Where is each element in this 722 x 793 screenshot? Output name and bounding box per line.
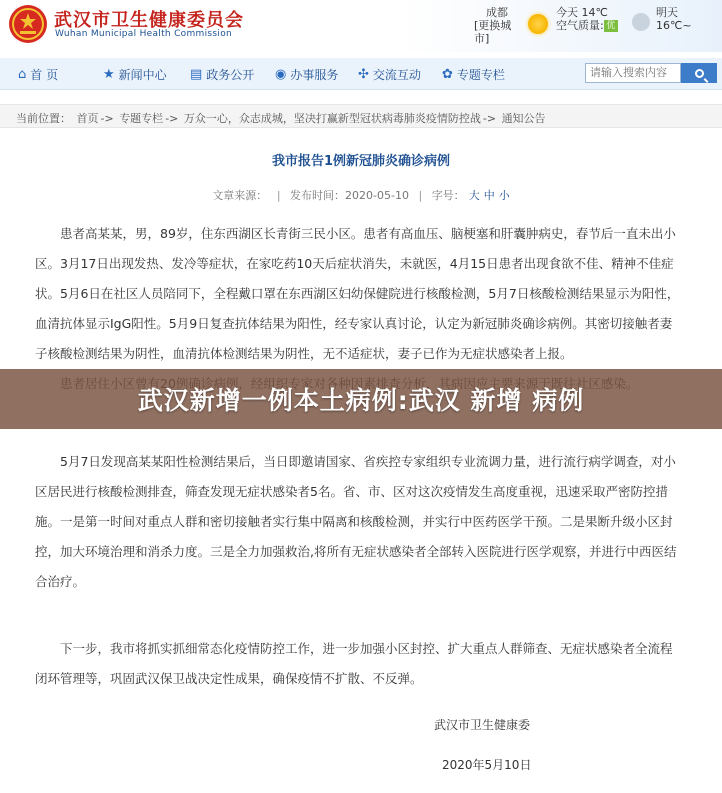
air-quality xyxy=(556,19,626,32)
nav-item-label: 政务公开 xyxy=(206,67,255,82)
nav-item-special-topics[interactable] xyxy=(442,58,505,90)
nav-item-label: 交流互动 xyxy=(372,67,421,82)
chat-icon: ◉ xyxy=(275,66,287,82)
breadcrumb xyxy=(0,104,722,128)
site-name-english: Wuhan Municipal Health Commission xyxy=(55,29,233,39)
weather-tomorrow-temp: 16℃~ xyxy=(656,19,692,32)
nav-item-home[interactable] xyxy=(18,58,58,90)
search-input[interactable] xyxy=(585,63,681,83)
nav-item-services[interactable] xyxy=(275,58,338,90)
article-meta xyxy=(0,187,722,203)
nav-item-gov-affairs[interactable] xyxy=(190,58,254,90)
weather-today xyxy=(556,6,626,32)
site-name[interactable]: 武汉市卫生健康委员会 xyxy=(54,10,244,31)
air-quality-badge: 优 xyxy=(604,20,618,32)
publish-date: 2020-05-10 xyxy=(345,189,409,202)
breadcrumb-item-notices[interactable]: 通知公告 xyxy=(501,112,546,125)
font-size-label: 字号： xyxy=(431,189,465,202)
overlay-banner xyxy=(0,369,722,429)
breadcrumb-item-topics[interactable]: 专题专栏 xyxy=(119,112,164,125)
breadcrumb-item-home[interactable]: 首页 xyxy=(76,112,99,125)
font-size-large[interactable]: 大 xyxy=(468,189,480,202)
breadcrumb-item-campaign[interactable]: 万众一心，众志成城，坚决打赢新型冠状病毒肺炎疫情防控战 xyxy=(183,112,481,125)
document-icon: ▤ xyxy=(190,66,203,82)
publish-label: 发布时间： xyxy=(290,189,346,202)
paragraph-line: 血清抗体显示IgG阳性。5月9日复查抗体结果为阳性，经专家认真讨论，认定为新冠肺炎确诊病例。其密切接触者妻 xyxy=(35,316,673,331)
overlay-banner-text: 武汉新增一例本土病例:武汉 新增 病例 xyxy=(137,386,585,415)
paragraph-line: 闭环管理等，巩固武汉保卫战决定性成果，确保疫情不扩散、不反弹。 xyxy=(35,671,423,686)
search-icon xyxy=(695,69,704,78)
paragraph-line: 区居民进行核酸检测排查，筛查发现无症状感染者5名。省、市、区对这次疫情发生高度重视，迅速采取严密防控措 xyxy=(35,484,668,499)
nav-item-label: 办事服务 xyxy=(290,67,339,82)
article-signature-date: 2020年5月10日 xyxy=(442,758,532,772)
article-paragraph-3 xyxy=(35,447,690,597)
paragraph-line: 区。3月17日出现发热、发冷等症状，在家吃药10天后症状消失，未就医，4月15日患者出现食欲不佳、精神不佳症 xyxy=(35,256,674,271)
font-size-small[interactable]: 小 xyxy=(498,189,510,202)
nav-item-label: 新闻中心 xyxy=(118,67,167,82)
article-paragraph-4 xyxy=(35,634,690,694)
weather-tomorrow-label: 明天 xyxy=(656,6,678,19)
star-icon: ★ xyxy=(103,66,115,82)
paragraph-line: 控，加大环境治理和消杀力度。三是全力加强救治,将所有无症状感染者全部转入医院进行医学观察，并进行中西医结 xyxy=(35,544,677,559)
weather-city xyxy=(474,6,520,45)
national-emblem-icon xyxy=(8,4,48,44)
search-button[interactable] xyxy=(681,63,717,83)
article-signature: 武汉市卫生健康委 xyxy=(434,718,531,732)
home-icon: ⌂ xyxy=(18,66,27,82)
font-size-medium[interactable]: 中 xyxy=(483,189,495,202)
paragraph-line: 合治疗。 xyxy=(35,574,86,589)
air-quality-label: 空气质量: xyxy=(556,19,604,32)
weather-today-temp: 今天 14℃ xyxy=(556,6,608,19)
weather-tomorrow xyxy=(656,6,718,32)
source-label: 文章来源： xyxy=(212,189,268,202)
meta-divider: | xyxy=(418,189,423,202)
cloud-icon xyxy=(632,13,650,31)
breadcrumb-separator: -> xyxy=(100,112,114,125)
breadcrumb-separator: -> xyxy=(165,112,179,125)
sun-icon xyxy=(528,14,548,34)
nav-item-label: 专题专栏 xyxy=(456,67,505,82)
paragraph-line: 患者高某某，男，89岁，住东西湖区长青街三民小区。患者有高血压、脑梗塞和肝囊肿病史，春节后一直未出小 xyxy=(60,226,676,241)
switch-city-link[interactable]: [更换城市] xyxy=(474,19,512,45)
paragraph-line: 5月7日发现高某某阳性检测结果后，当日即邀请国家、省疾控专家组织专业流调力量，进行流行病学调查，对小 xyxy=(60,454,676,469)
nav-item-news[interactable] xyxy=(103,58,167,90)
breadcrumb-prefix: 当前位置： xyxy=(16,112,71,125)
exchange-icon: ✣ xyxy=(358,66,369,82)
gear-icon: ✿ xyxy=(442,66,453,82)
meta-divider: | xyxy=(276,189,281,202)
breadcrumb-separator: -> xyxy=(482,112,497,125)
paragraph-line: 下一步，我市将抓实抓细常态化疫情防控工作，进一步加强小区封控、扩大重点人群筛查、无症状感染者全流程 xyxy=(60,641,673,656)
site-header xyxy=(0,0,722,52)
nav-item-label: 首 页 xyxy=(30,67,59,82)
paragraph-line: 施。一是第一时间对重点人群和密切接触者实行集中隔离和核酸检测，并实行中医药医学干预。二是果断升级小区封 xyxy=(35,514,673,529)
nav-item-interaction[interactable] xyxy=(358,58,421,90)
paragraph-line: 状。5月6日在社区人员陪同下，全程戴口罩在东西湖区妇幼保健院进行核酸检测，5月7日核酸检测结果显示为阳性， xyxy=(35,286,680,301)
weather-city-name: 成都 xyxy=(486,6,508,19)
paragraph-line: 子核酸检测结果为阴性，血清抗体检测结果为阴性，无不适症状，妻子已作为无症状感染者上报。 xyxy=(35,346,573,361)
article-title: 我市报告1例新冠肺炎确诊病例 xyxy=(271,154,451,169)
